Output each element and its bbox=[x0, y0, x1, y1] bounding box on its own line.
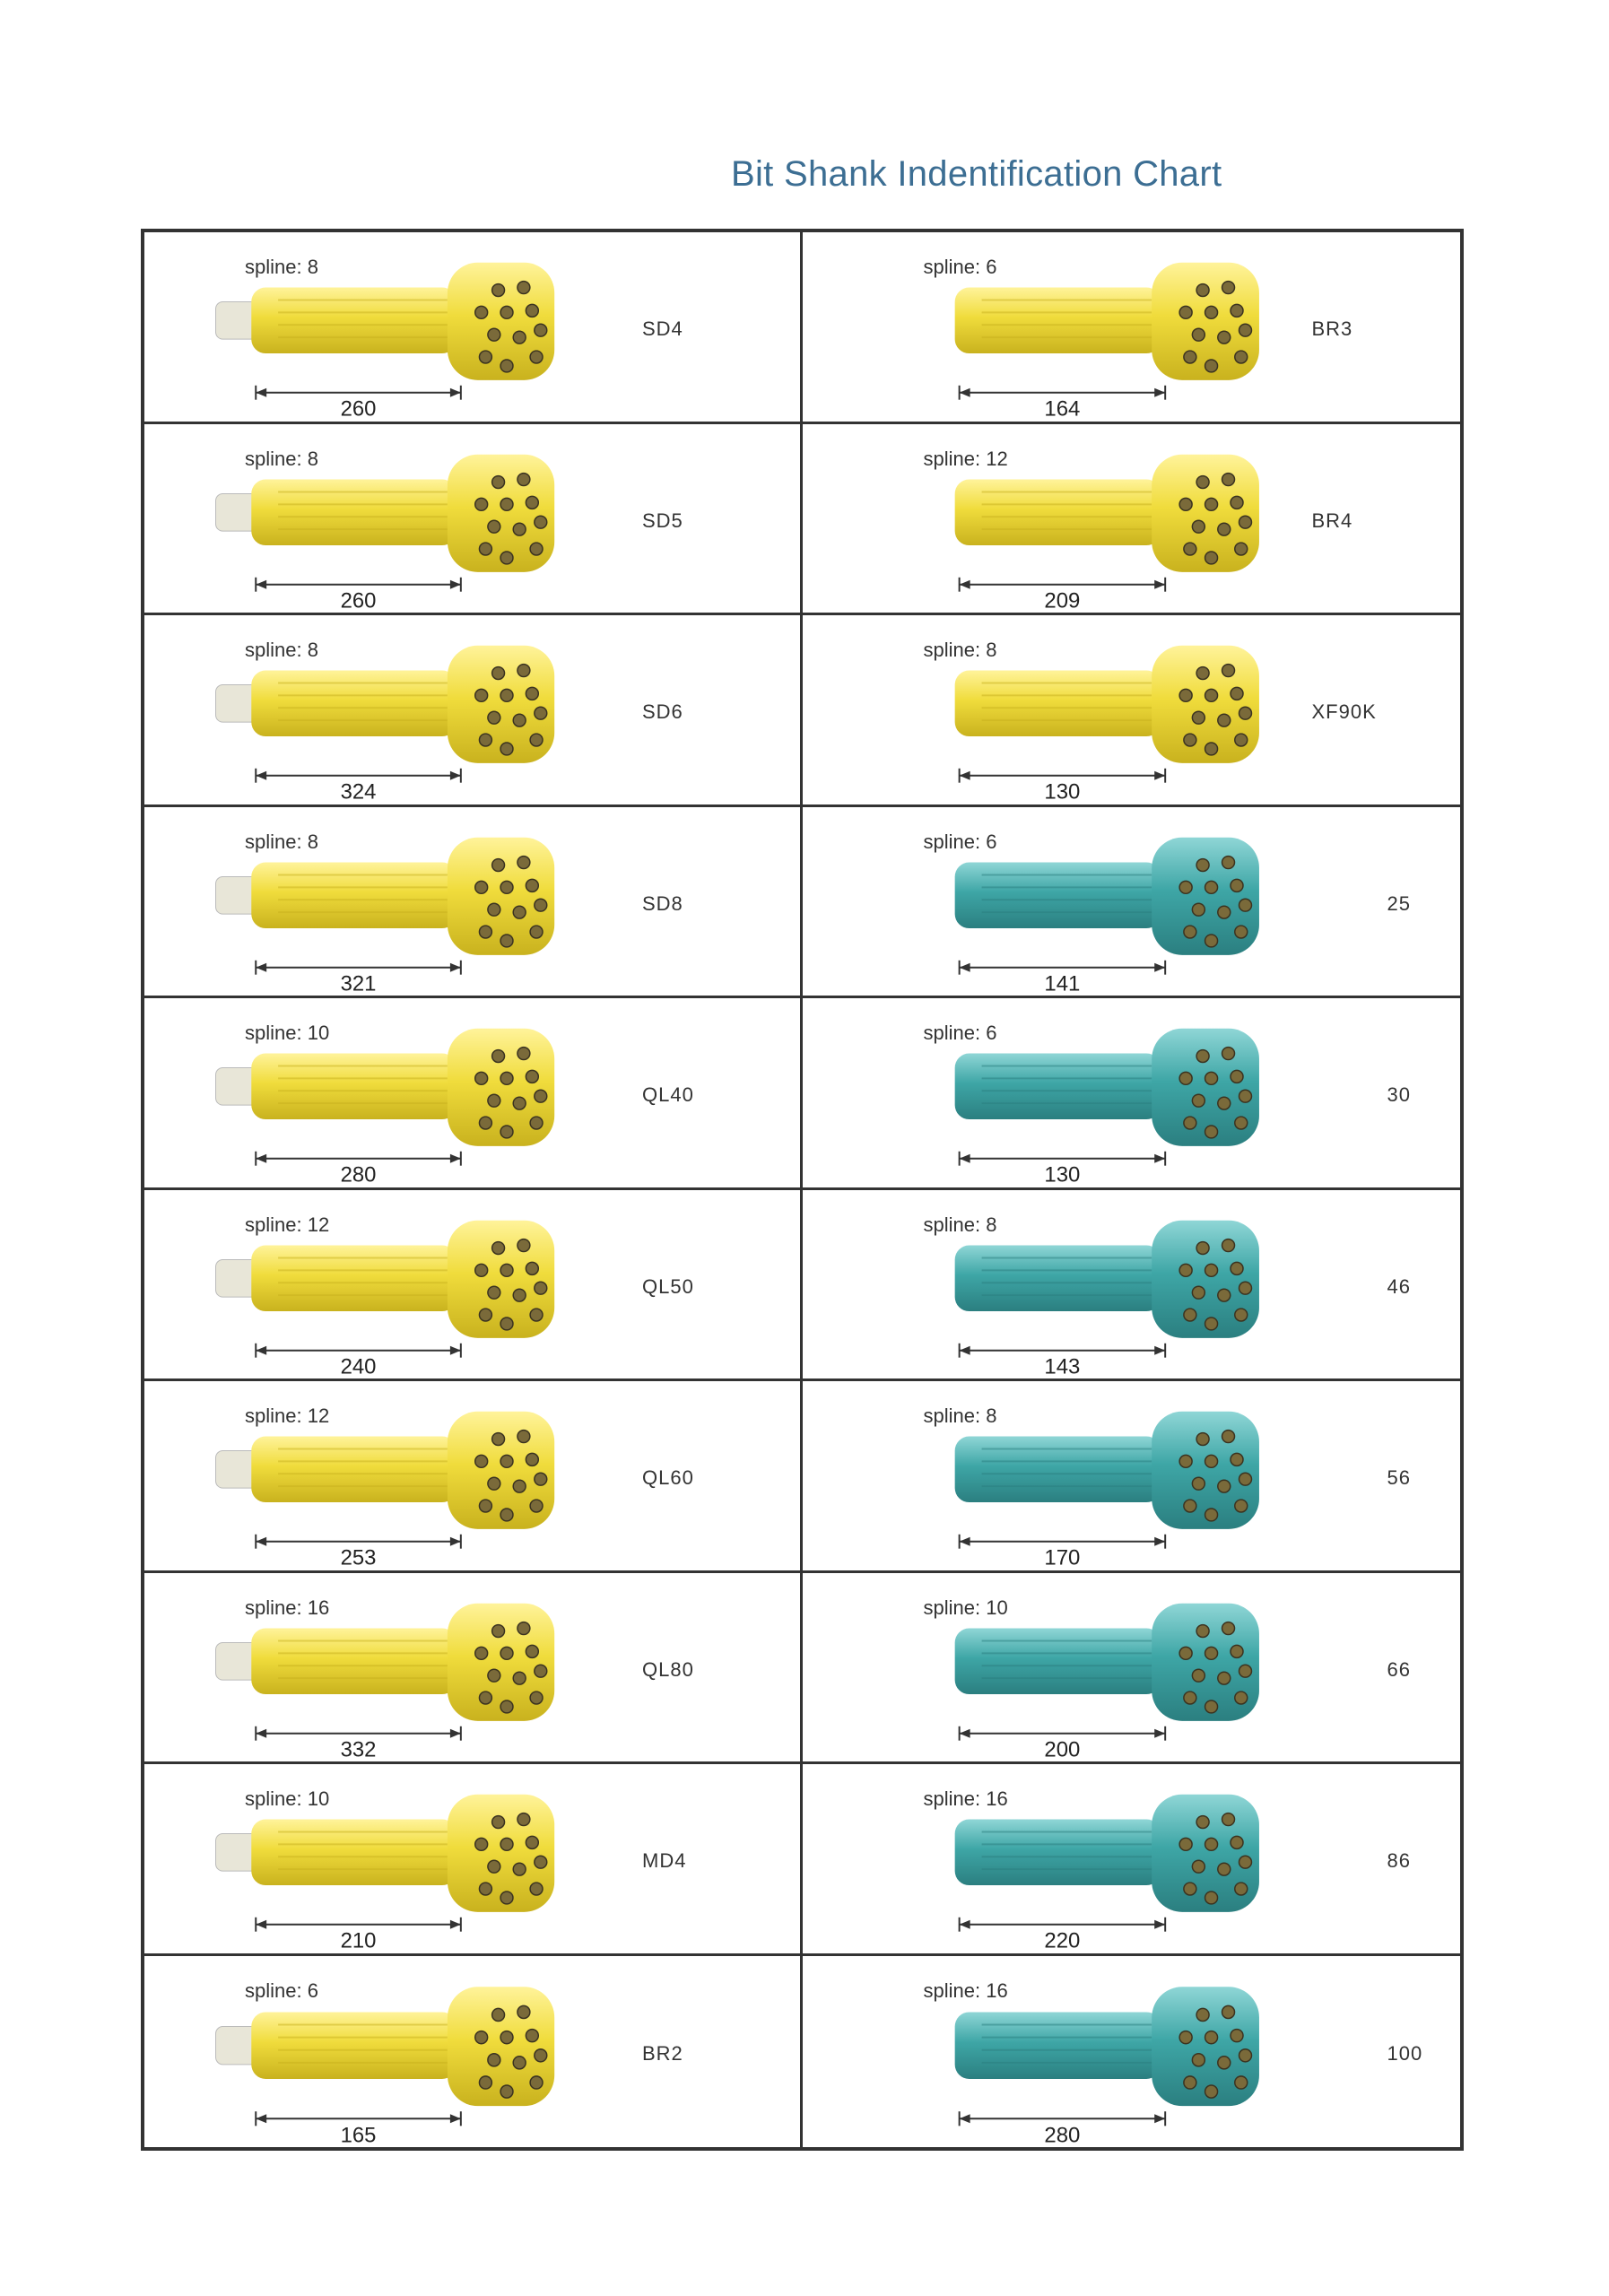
model-label: 86 bbox=[1387, 1849, 1411, 1873]
spline-label: spline: 10 bbox=[923, 1596, 1008, 1619]
bit-entry bbox=[144, 1956, 803, 2148]
length-label: 253 bbox=[340, 1545, 377, 1570]
model-label: 30 bbox=[1387, 1083, 1411, 1107]
spline-label: spline: 12 bbox=[923, 447, 1008, 470]
bit-entry bbox=[144, 1764, 803, 1956]
model-label: QL60 bbox=[642, 1466, 694, 1490]
spline-label: spline: 16 bbox=[923, 1787, 1008, 1810]
model-label: BR4 bbox=[1311, 509, 1353, 532]
spline-label: spline: 16 bbox=[245, 1596, 330, 1619]
bit-entry bbox=[803, 998, 1461, 1190]
bit-entry bbox=[803, 615, 1461, 807]
bit-entry bbox=[803, 1190, 1461, 1382]
spline-label: spline: 8 bbox=[245, 256, 318, 278]
length-label: 141 bbox=[1043, 971, 1080, 996]
length-label: 280 bbox=[340, 1162, 377, 1187]
length-label: 130 bbox=[1043, 1162, 1080, 1187]
model-label: 25 bbox=[1387, 891, 1411, 915]
bit-entry bbox=[803, 232, 1461, 424]
drill-bit-illustration bbox=[144, 232, 800, 422]
drill-bit-illustration bbox=[803, 424, 1461, 613]
bit-shank-table bbox=[141, 229, 1464, 2151]
model-label: XF90K bbox=[1311, 700, 1377, 724]
spline-label: spline: 6 bbox=[923, 1022, 997, 1044]
drill-bit-illustration bbox=[803, 998, 1461, 1187]
length-label: 321 bbox=[340, 971, 377, 996]
length-label: 260 bbox=[340, 588, 377, 613]
length-label: 324 bbox=[340, 779, 377, 804]
bit-entry bbox=[144, 998, 803, 1190]
spline-label: spline: 12 bbox=[245, 1213, 330, 1236]
bit-entry bbox=[144, 615, 803, 807]
model-label: SD8 bbox=[642, 891, 683, 915]
bit-entry bbox=[144, 807, 803, 999]
drill-bit-illustration bbox=[144, 998, 800, 1187]
drill-bit-illustration bbox=[144, 1764, 800, 1953]
bit-entry bbox=[803, 1381, 1461, 1573]
bit-entry bbox=[144, 1573, 803, 1765]
drill-bit-illustration bbox=[144, 424, 800, 613]
model-label: QL80 bbox=[642, 1657, 694, 1681]
spline-label: spline: 10 bbox=[245, 1787, 330, 1810]
model-label: QL50 bbox=[642, 1274, 694, 1298]
drill-bit-illustration bbox=[144, 807, 800, 996]
bit-entry bbox=[803, 807, 1461, 999]
length-label: 130 bbox=[1043, 779, 1080, 804]
bit-entry bbox=[803, 1573, 1461, 1765]
drill-bit-illustration bbox=[803, 232, 1461, 422]
bit-entry bbox=[144, 232, 803, 424]
bit-entry bbox=[144, 424, 803, 616]
spline-label: spline: 8 bbox=[245, 830, 318, 853]
drill-bit-illustration bbox=[144, 1190, 800, 1379]
model-label: SD4 bbox=[642, 317, 683, 341]
drill-bit-illustration bbox=[144, 1573, 800, 1762]
drill-bit-illustration bbox=[803, 1573, 1461, 1762]
spline-label: spline: 6 bbox=[923, 830, 997, 853]
drill-bit-illustration bbox=[803, 1381, 1461, 1570]
spline-label: spline: 10 bbox=[245, 1022, 330, 1044]
model-label: SD5 bbox=[642, 509, 683, 532]
bit-entry bbox=[144, 1381, 803, 1573]
length-label: 240 bbox=[340, 1354, 377, 1378]
bit-entry bbox=[803, 1956, 1461, 2148]
length-label: 260 bbox=[340, 396, 377, 422]
spline-label: spline: 6 bbox=[923, 256, 997, 278]
model-label: 56 bbox=[1387, 1466, 1411, 1490]
length-label: 143 bbox=[1043, 1354, 1080, 1378]
length-label: 209 bbox=[1043, 588, 1080, 613]
spline-label: spline: 8 bbox=[923, 1213, 997, 1236]
model-label: 46 bbox=[1387, 1274, 1411, 1298]
spline-label: spline: 8 bbox=[923, 639, 997, 661]
length-label: 200 bbox=[1043, 1737, 1080, 1761]
bit-entry bbox=[144, 1190, 803, 1382]
drill-bit-illustration bbox=[803, 807, 1461, 996]
drill-bit-illustration bbox=[144, 1956, 800, 2148]
model-label: BR3 bbox=[1311, 317, 1353, 341]
model-label: SD6 bbox=[642, 700, 683, 724]
model-label: 66 bbox=[1387, 1657, 1411, 1681]
spline-label: spline: 8 bbox=[245, 447, 318, 470]
spline-label: spline: 6 bbox=[245, 1979, 318, 2002]
length-label: 220 bbox=[1043, 1928, 1080, 1953]
page-title: Bit Shank Indentification Chart bbox=[731, 154, 1222, 194]
model-label: QL40 bbox=[642, 1083, 694, 1107]
spline-label: spline: 8 bbox=[245, 639, 318, 661]
drill-bit-illustration bbox=[803, 1190, 1461, 1379]
length-label: 210 bbox=[340, 1928, 377, 1953]
length-label: 170 bbox=[1043, 1545, 1080, 1570]
spline-label: spline: 8 bbox=[923, 1405, 997, 1427]
model-label: MD4 bbox=[642, 1849, 687, 1873]
model-label: BR2 bbox=[642, 2042, 683, 2066]
bit-entry bbox=[803, 1764, 1461, 1956]
drill-bit-illustration bbox=[144, 615, 800, 804]
length-label: 165 bbox=[340, 2122, 377, 2147]
spline-label: spline: 12 bbox=[245, 1405, 330, 1427]
length-label: 280 bbox=[1043, 2122, 1080, 2147]
spline-label: spline: 16 bbox=[923, 1979, 1008, 2002]
model-label: 100 bbox=[1387, 2042, 1423, 2066]
length-label: 332 bbox=[340, 1737, 377, 1761]
drill-bit-illustration bbox=[803, 1956, 1461, 2148]
length-label: 164 bbox=[1043, 396, 1080, 422]
drill-bit-illustration bbox=[803, 1764, 1461, 1953]
drill-bit-illustration bbox=[144, 1381, 800, 1570]
bit-entry bbox=[803, 424, 1461, 616]
